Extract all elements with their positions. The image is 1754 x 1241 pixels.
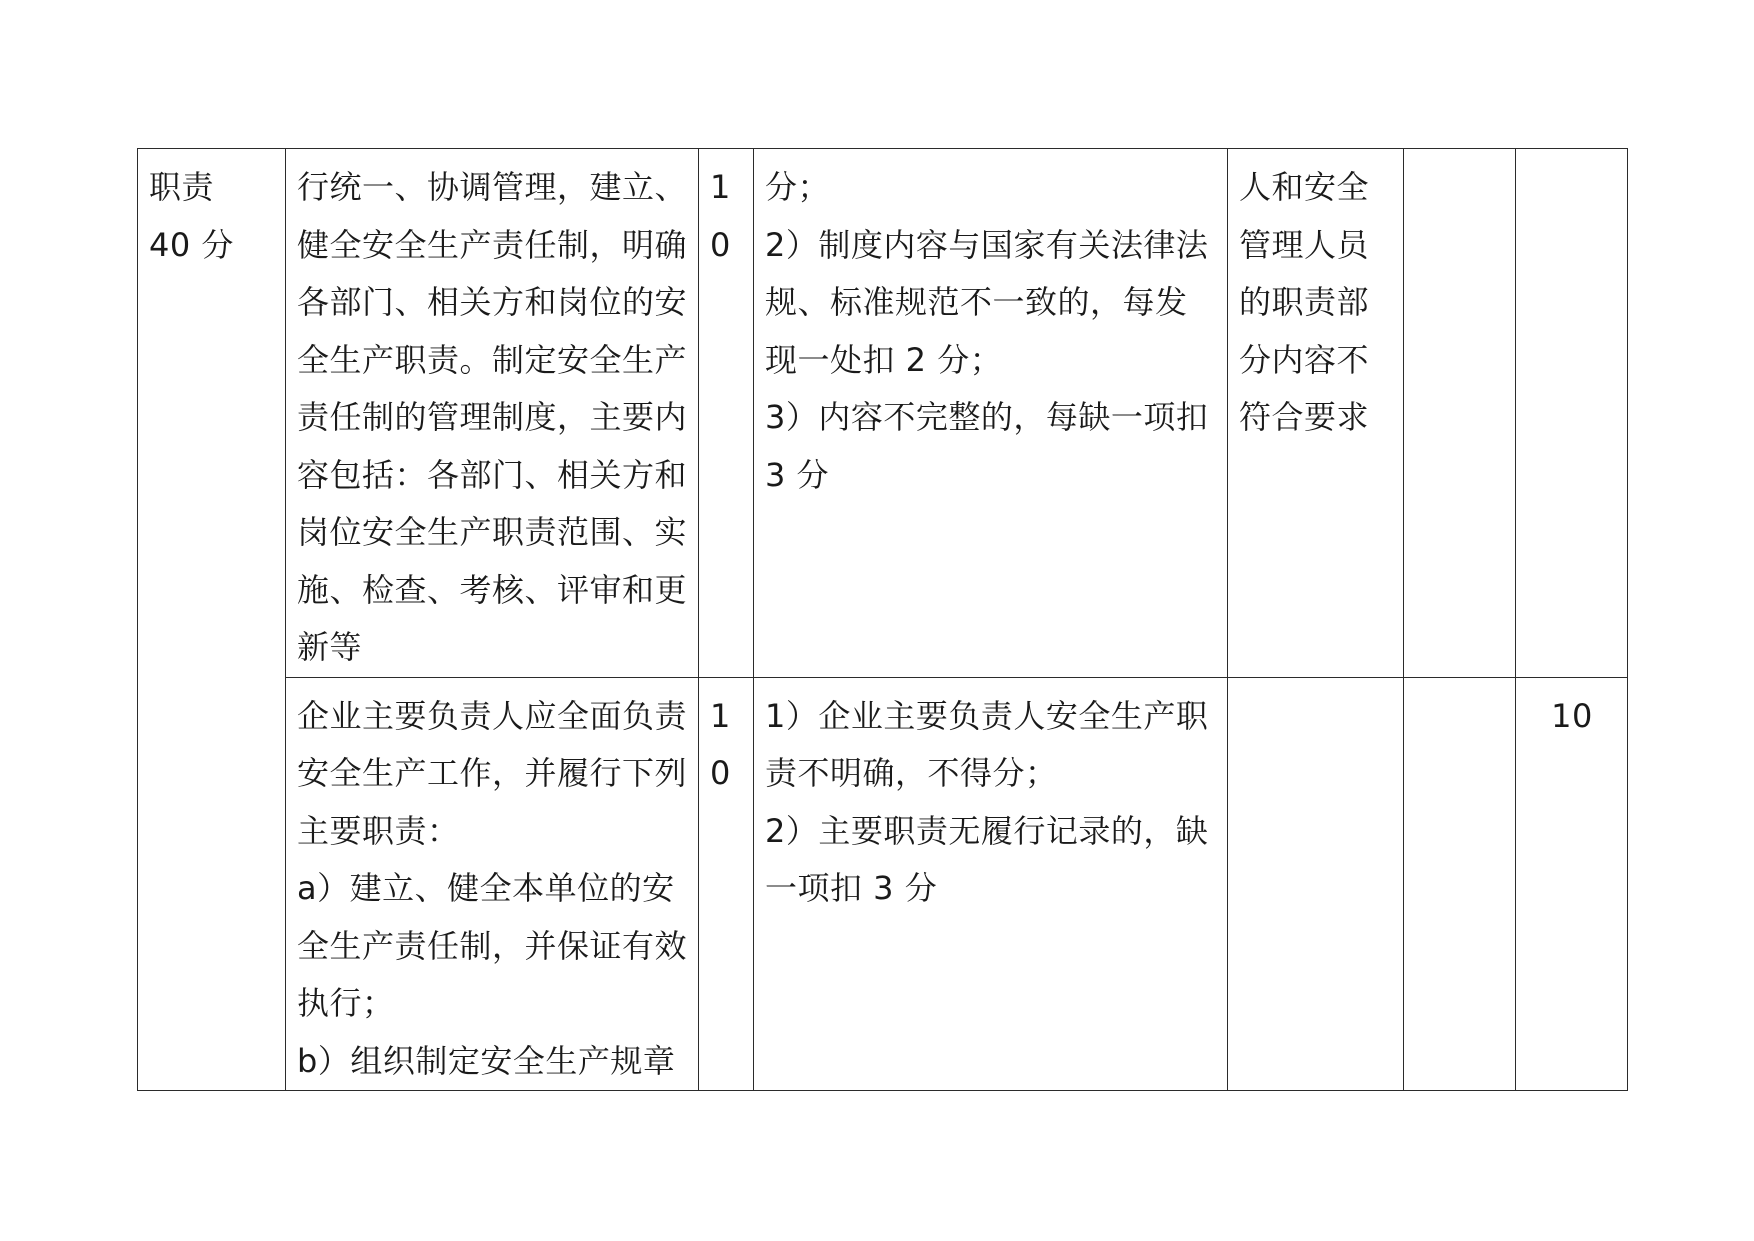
final-score-cell	[1516, 149, 1628, 678]
final-score-cell	[1516, 677, 1628, 1091]
standard-score-digit: 1	[710, 696, 731, 735]
criteria-item: 2）主要职责无履行记录的，缺一项扣 3 分	[765, 811, 1209, 907]
finding-text: 人和安全管理人员的职责部分内容不符合要求	[1239, 168, 1370, 436]
requirement-content: 行统一、协调管理，建立、健全安全生产责任制，明确各部门、相关方和岗位的安全生产职责。制定安全生产责任制的管理制度，主要内容包括：各部门、相关方和岗位安全生产职责范围、实施、检查、考核、评审和更新等	[297, 168, 688, 666]
category-points: 40 分	[149, 225, 234, 264]
deduction-cell	[1404, 149, 1516, 678]
evaluation-table	[137, 148, 1628, 1091]
category-name: 职责	[149, 168, 215, 206]
criteria-item: 2）制度内容与国家有关法律法规、标准规范不一致的，每发现一处扣 2 分；	[765, 225, 1209, 379]
standard-score-digit: 1	[710, 168, 731, 206]
table-row	[138, 677, 1628, 1091]
requirement-content-cell	[286, 677, 699, 1091]
final-score-value: 10	[1551, 696, 1593, 735]
requirement-paragraph: b）组织制定安全生产规章	[297, 1041, 676, 1080]
standard-score-cell	[699, 149, 754, 678]
table-row	[138, 149, 1628, 678]
requirement-content-cell	[286, 149, 699, 678]
finding-cell	[1228, 677, 1404, 1091]
scoring-criteria-cell	[754, 677, 1228, 1091]
requirement-paragraph: a）建立、健全本单位的安全生产责任制，并保证有效执行；	[297, 869, 688, 1022]
criteria-item: 分；	[765, 168, 831, 206]
finding-cell	[1228, 149, 1404, 678]
scoring-criteria-cell	[754, 149, 1228, 678]
standard-score-digit: 0	[710, 754, 731, 792]
standard-score-cell	[699, 677, 754, 1091]
criteria-item: 1）企业主要负责人安全生产职责不明确，不得分；	[765, 696, 1209, 792]
standard-score-digit: 0	[710, 225, 731, 264]
criteria-item: 3）内容不完整的，每缺一项扣 3 分	[765, 398, 1209, 494]
deduction-cell	[1404, 677, 1516, 1091]
requirement-paragraph: 企业主要负责人应全面负责安全生产工作，并履行下列主要职责：	[297, 696, 688, 850]
category-cell	[138, 149, 286, 1091]
